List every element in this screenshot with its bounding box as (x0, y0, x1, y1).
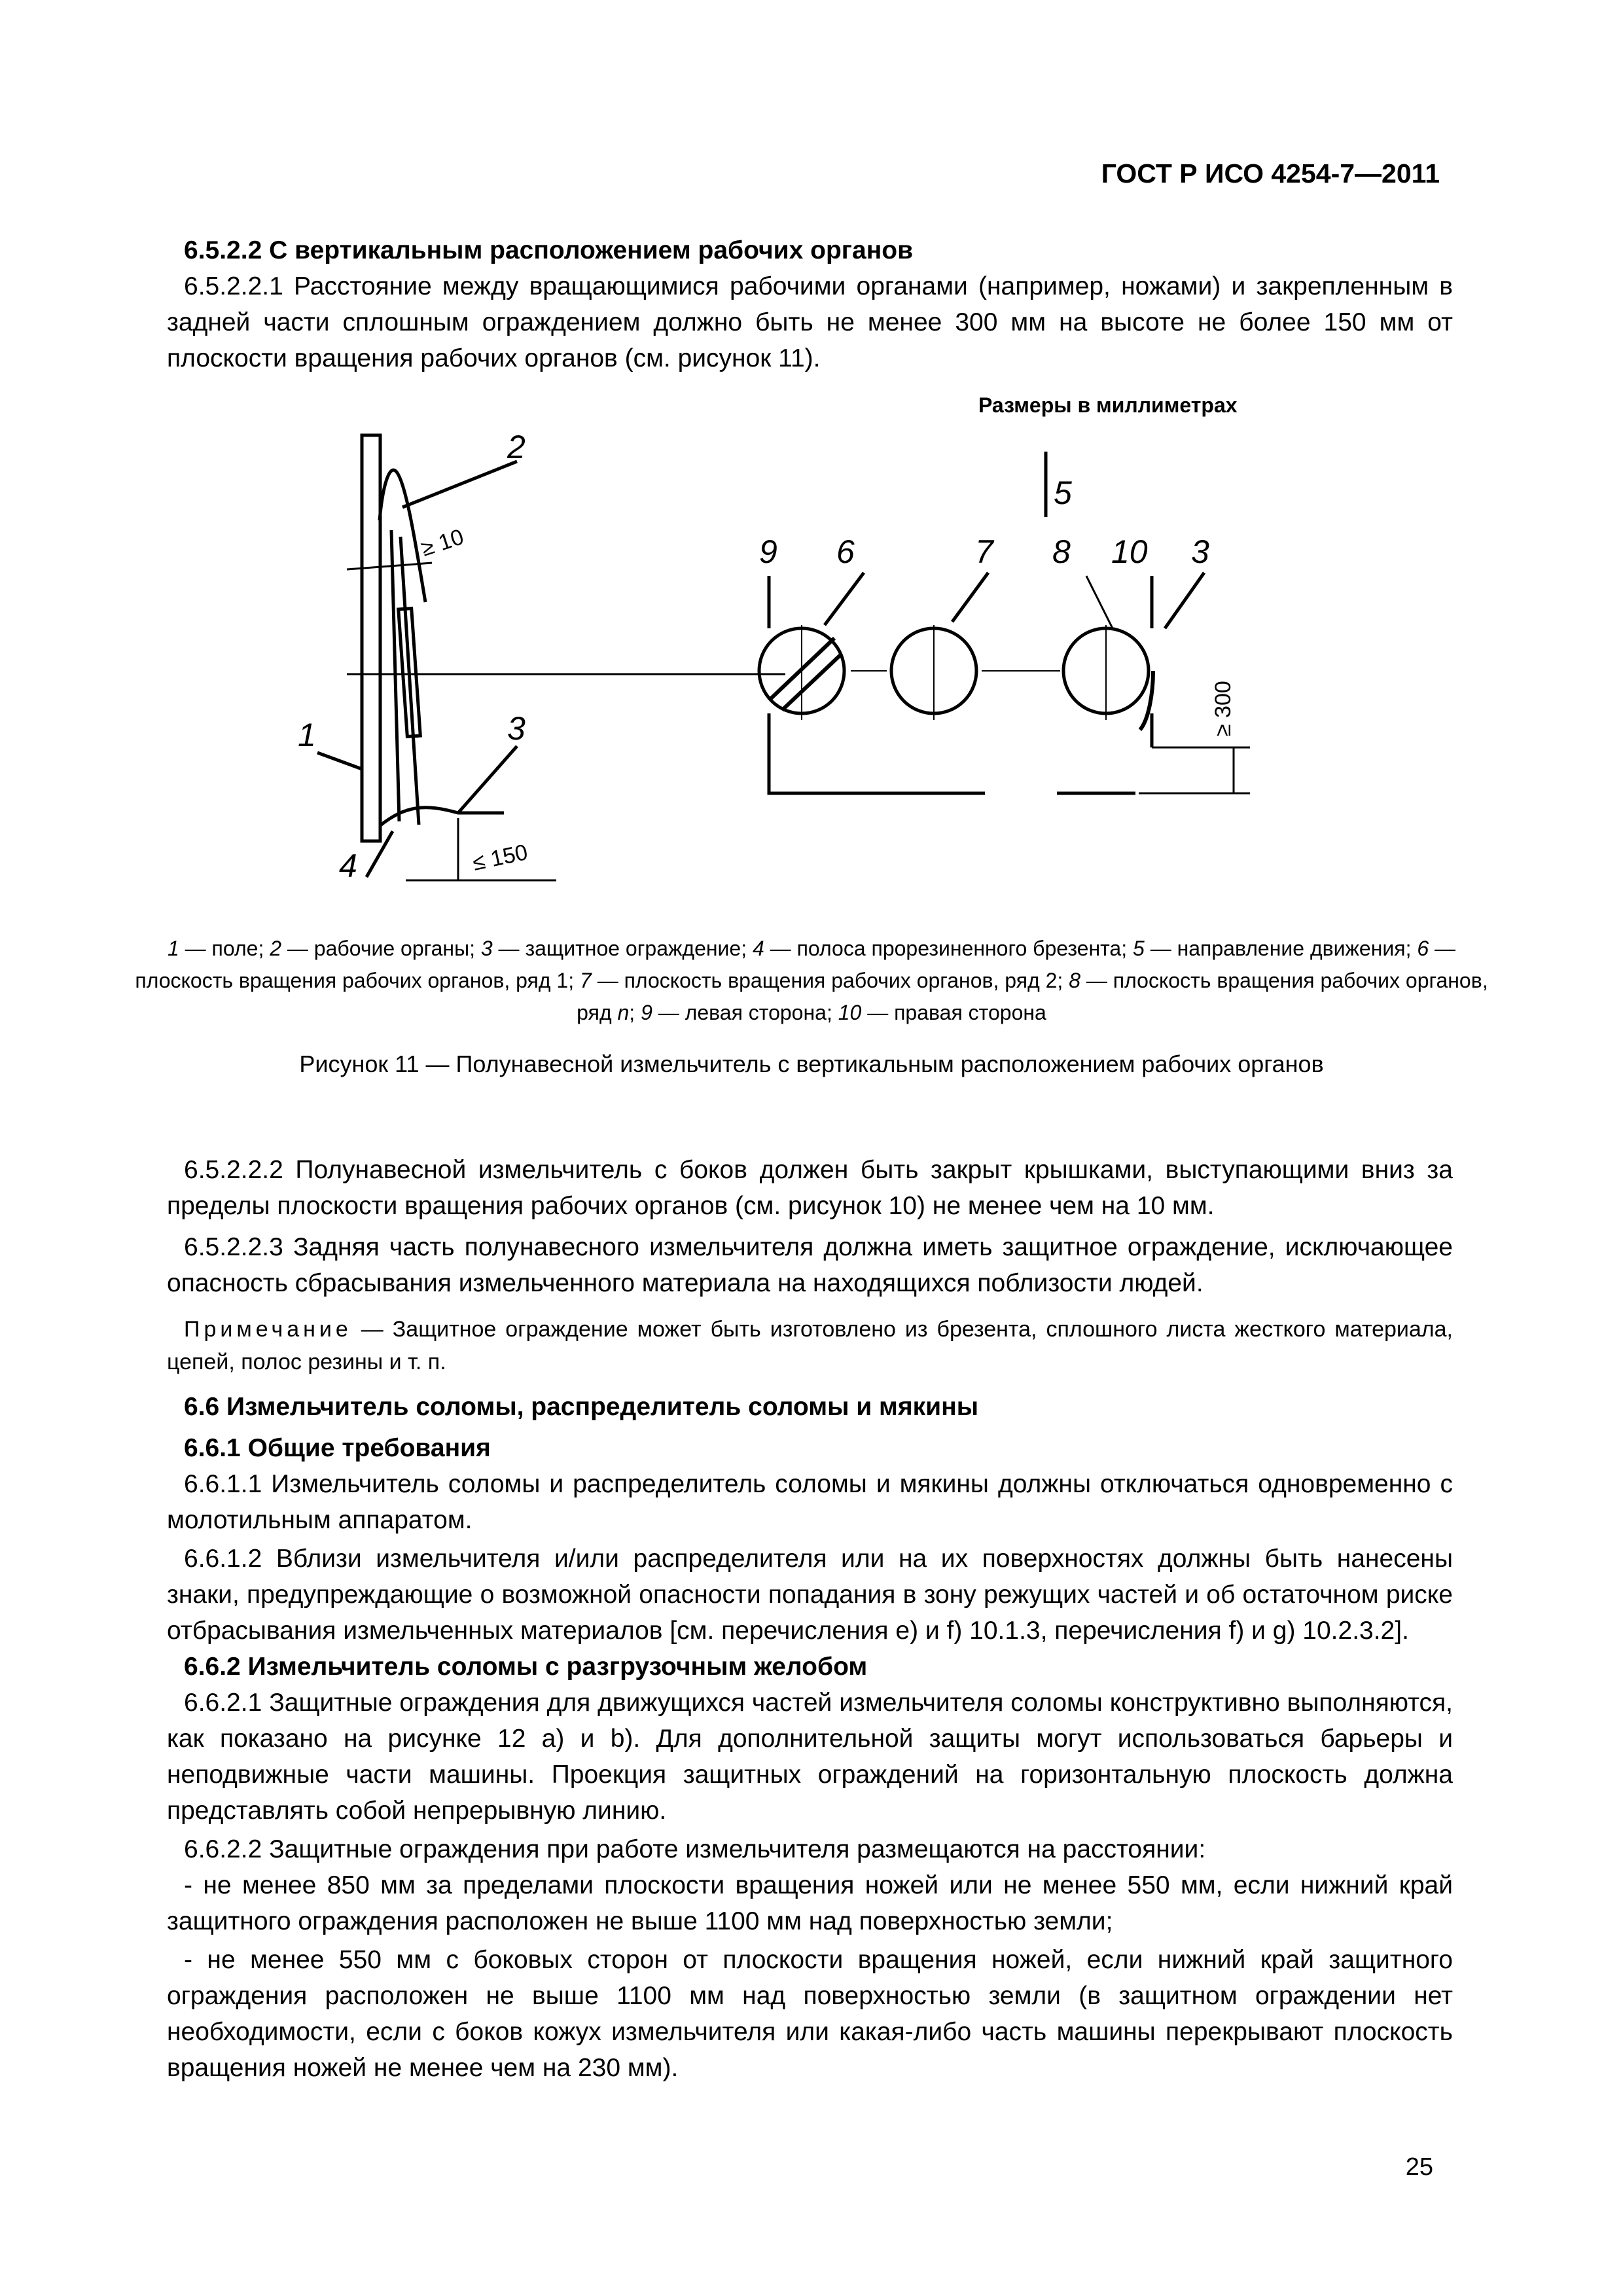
label-7: 7 (975, 533, 993, 570)
note-label: Примечание (184, 1317, 352, 1342)
legend-fragment: — плоскость вращения рабочих органов, ряд 2; (591, 969, 1069, 992)
paragraph: 6.6.2.1 Защитные ограждения для движущихся частей измельчителя соломы конструктивно выполняются, как показано на рисунке 12 а) и b). Для дополнительной защиты могут использоваться барьеры и неподвижные части машины. Проекция защитных ограждений на горизонтальную плоскость должна представлять собой непрерывную линию. (167, 1689, 1453, 1825)
legend-fragment: — направление движения; (1144, 937, 1418, 960)
note (167, 1313, 1453, 1378)
label-1: 1 (298, 717, 316, 753)
leader-3-left (458, 746, 517, 813)
paragraph: 6.6.2.2 Защитные ограждения при работе измельчителя размещаются на расстоянии: (184, 1835, 1206, 1863)
paragraph: 6.6.1.1 Измельчитель соломы и распределитель соломы и мякины должны отключаться одновременно с молотильным аппаратом. (167, 1470, 1453, 1534)
field-strip (362, 435, 380, 841)
leader-1 (317, 753, 362, 769)
paragraph: 6.6.1.2 Вблизи измельчителя и/или распределителя или на их поверхностях должны быть нанесены знаки, предупреждающие о возможной опасности попадания в зону режущих частей и об остаточном риске отбрасывания измельченных материалов [см. перечисления е) и f) 10.1.3, перечисления f) и g) 10.2.3.2]. (167, 1545, 1453, 1645)
legend-fragment: — защитное ограждение; (492, 937, 753, 960)
section-6-5-2-2 (167, 232, 1453, 376)
section-heading: 6.6 Измельчитель соломы, распределитель соломы и мякины (184, 1393, 979, 1421)
label-6: 6 (836, 533, 855, 570)
legend-fragment: — плоскость вращения рабочих органов, ряд (577, 969, 1488, 1024)
dim-label-ge300: ≥ 300 (1211, 681, 1236, 736)
paragraph: 6.5.2.2.3 Задняя часть полунавесного измельчителя должна иметь защитное ограждение, исключающее опасность сбрасывания измельченного материала на находящихся поблизости людей. (167, 1233, 1453, 1297)
label-2: 2 (507, 429, 526, 465)
main-text (167, 1152, 1453, 2086)
label-5: 5 (1054, 475, 1072, 511)
legend-fragment: 7 (580, 969, 592, 992)
section-heading: 6.5.2.2 С вертикальным расположением рабочих органов (184, 236, 914, 264)
label-3-right: 3 (1191, 533, 1209, 570)
legend-fragment: 2 (270, 937, 282, 960)
legend-fragment: n (617, 1001, 630, 1024)
legend-fragment: — поле; (179, 937, 270, 960)
units-note: Размеры в миллиметрах (978, 393, 1238, 417)
figure-11-diagram (0, 367, 1623, 929)
standard-designation: ГОСТ Р ИСО 4254-7—2011 (1101, 158, 1440, 188)
legend-fragment: — плоскость вращения рабочих органов, ряд 1; (135, 937, 1456, 992)
legend-fragment: ; (629, 1001, 641, 1024)
list-item: - не менее 550 мм с боковых сторон от плоскости вращения ножей, если нижний край защитного ограждения расположен не выше 1100 мм над поверхностью земли (в защитном ограждении нет необходимости, если с боков кожух измельчителя или какая-либо часть машины перекрывают плоскость вращения ножей не менее чем на 230 мм). (167, 1946, 1453, 2082)
legend-fragment: 1 (167, 937, 179, 960)
label-3-left: 3 (507, 710, 526, 747)
label-9: 9 (759, 533, 777, 570)
legend-fragment: 8 (1069, 969, 1080, 992)
paragraph: 6.5.2.2.1 Расстояние между вращающимися рабочими органами (например, ножами) и закрепленным в задней части сплошным ограждением должно быть не менее 300 мм на высоте не более 150 мм от плоскости вращения рабочих органов (см. рисунок 11). (167, 272, 1453, 372)
paragraph: 6.5.2.2.2 Полунавесной измельчитель с боков должен быть закрыт крышками, выступающими вниз за пределы плоскости вращения рабочих органов (см. рисунок 10) не менее чем на 10 мм. (167, 1156, 1453, 1220)
figure-legend (118, 933, 1505, 1029)
legend-fragment: — рабочие органы; (281, 937, 481, 960)
section-heading: 6.6.1 Общие требования (184, 1434, 491, 1462)
label-8: 8 (1052, 533, 1071, 570)
legend-fragment: 4 (752, 937, 764, 960)
label-4: 4 (339, 848, 357, 884)
leader-2 (402, 461, 517, 507)
dim-label-le150: ≤ 150 (470, 840, 530, 876)
legend-fragment: 10 (838, 1001, 862, 1024)
figure-caption: Рисунок 11 — Полунавесной измельчитель с вертикальным расположением рабочих органов (299, 1050, 1324, 1077)
legend-fragment: — левая сторона; (652, 1001, 838, 1024)
note-text: — Защитное ограждение может быть изготовлено из брезента, сплошного листа жесткого материала, цепей, полос резины и т. п. (167, 1317, 1453, 1374)
legend-fragment: 3 (480, 937, 493, 960)
dim-label-ge10: ≥ 10 (418, 524, 467, 562)
legend-fragment: — полоса прорезиненного брезента; (764, 937, 1133, 960)
label-10: 10 (1111, 533, 1148, 570)
right-side-cover (1057, 576, 1152, 793)
list-item: - не менее 850 мм за пределами плоскости вращения ножей или не менее 550 мм, если нижний край защитного ограждения расположен не выше 1100 мм над поверхностью земли; (167, 1871, 1453, 1935)
legend-fragment: 6 (1417, 937, 1429, 960)
section-heading: 6.6.2 Измельчитель соломы с разгрузочным желобом (184, 1653, 868, 1681)
legend-fragment: 5 (1133, 937, 1145, 960)
page-number: 25 (1405, 2153, 1433, 2181)
legend-fragment: — правая сторона (861, 1001, 1046, 1024)
legend-fragment: 9 (641, 1001, 652, 1024)
